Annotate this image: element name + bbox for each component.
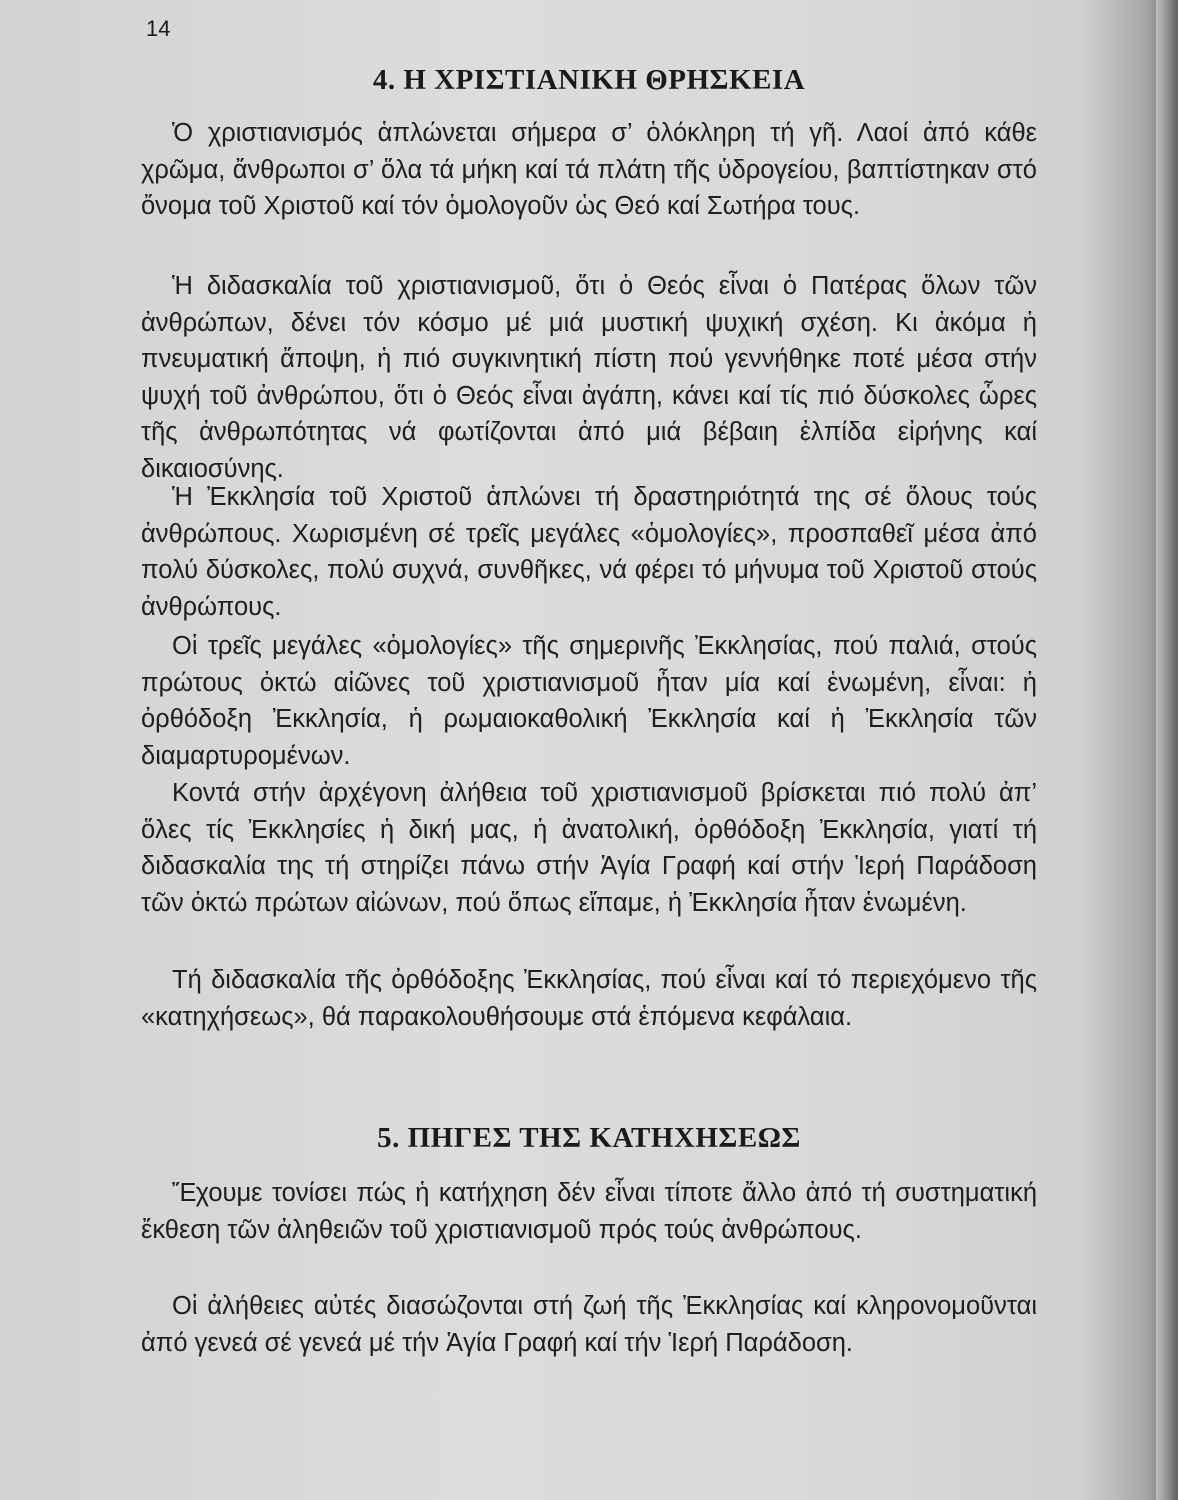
book-spine-shadow <box>1156 0 1178 1500</box>
paragraph: Ἡ διδασκαλία τοῦ χριστιανισμοῦ, ὅτι ὁ Θεός εἶναι ὁ Πατέρας ὅλων τῶν ἀνθρώπων, δένει τόν κόσμο μέ μιά μυστική ψυχική σχέση. Κι ἀκόμα ἡ πνευματική ἄποψη, ἡ πιό συγκινητική πίστη πού γεννήθηκε ποτέ μέσα στήν ψυχή τοῦ ἀνθρώπου, ὅτι ὁ Θεός εἶναι ἀγάπη, κάνει καί τίς πιό δύσκολες ὧρες τῆς ἀνθρωπότητας νά φωτίζονται ἀπό μιά βέβαιη ἐλπίδα εἰρήνης καί δικαιοσύνης. <box>141 272 1037 483</box>
paragraph: Ἔχουμε τονίσει πώς ἡ κατήχηση δέν εἶναι τίποτε ἄλλο ἀπό τή συστηματική ἔκθεση τῶν ἀληθειῶν τοῦ χριστιανισμοῦ πρός τούς ἀνθρώπους. <box>141 1179 1037 1244</box>
section-heading-christian-religion: 4. Η ΧΡΙΣΤΙΑΝΙΚΗ ΘΡΗΣΚΕΙΑ <box>372 64 806 96</box>
page-number: 14 <box>146 16 171 41</box>
section-heading-sources-of-catechesis: 5. ΠΗΓΕΣ ΤΗΣ ΚΑΤΗΧΗΣΕΩΣ <box>377 1122 801 1154</box>
paragraph: Ὁ χριστιανισμός ἁπλώνεται σήμερα σ’ ὁλόκληρη τή γῆ. Λαοί ἀπό κάθε χρῶμα, ἄνθρωποι σ’ ὅλα τά μήκη καί τά πλάτη τῆς ὑδρογείου, βαπτίστηκαν στό ὄνομα τοῦ Χριστοῦ καί τόν ὁμολογοῦν ὡς Θεό καί Σωτήρα τους. <box>141 119 1037 220</box>
paragraph: Κοντά στήν ἀρχέγονη ἀλήθεια τοῦ χριστιανισμοῦ βρίσκεται πιό πολύ ἀπ’ ὅλες τίς Ἐκκλησίες ἡ δική μας, ἡ ἀνατολική, ὀρθόδοξη Ἐκκλησία, γιατί τή διδασκαλία της τή στηρίζει πάνω στήν Ἁγία Γραφή καί στήν Ἱερή Παράδοση τῶν ὀκτώ πρώτων αἰώνων, πού ὅπως εἴπαμε, ἡ Ἐκκλησία ἦταν ἑνωμένη. <box>141 779 1037 917</box>
paragraph: Ἡ Ἐκκλησία τοῦ Χριστοῦ ἁπλώνει τή δραστηριότητά της σέ ὅλους τούς ἀνθρώπους. Χωρισμένη σέ τρεῖς μεγάλες «ὁμολογίες», προσπαθεῖ μέσα ἀπό πολύ δύσκολες, πολύ συχνά, συνθῆκες, νά φέρει τό μήνυμα τοῦ Χριστοῦ στούς ἀνθρώπους. <box>141 483 1037 621</box>
paragraph: Οἱ ἀλήθειες αὐτές διασώζονται στή ζωή τῆς Ἐκκλησίας καί κληρονομοῦνται ἀπό γενεά σέ γενεά μέ τήν Ἁγία Γραφή καί τήν Ἱερή Παράδοση. <box>141 1292 1037 1357</box>
paragraph: Τή διδασκαλία τῆς ὀρθόδοξης Ἐκκλησίας, πού εἶναι καί τό περιεχόμενο τῆς «κατηχήσεως», θά παρακολουθήσουμε στά ἑπόμενα κεφάλαια. <box>141 966 1037 1031</box>
paragraph: Οἱ τρεῖς μεγάλες «ὁμολογίες» τῆς σημερινῆς Ἐκκλησίας, πού παλιά, στούς πρώτους ὀκτώ αἰῶνες τοῦ χριστιανισμοῦ ἦταν μία καί ἑνωμένη, εἶναι: ἡ ὀρθόδοξη Ἐκκλησία, ἡ ρωμαιοκαθολική Ἐκκλησία καί ἡ Ἐκκλησία τῶν διαμαρτυρομένων. <box>141 632 1037 770</box>
